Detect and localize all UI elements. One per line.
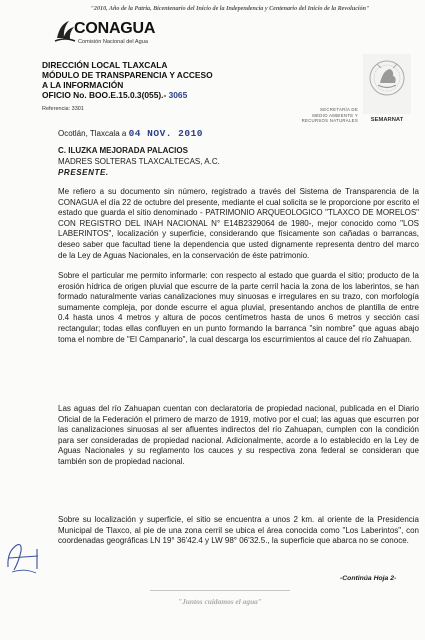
secretaria-label: SECRETARÍA DE MEDIO AMBIENTE Y RECURSOS NATURALES: [301, 107, 358, 123]
department-line-3: A LA INFORMACIÓN: [42, 80, 124, 90]
motto-header: "2010, Año de la Patria, Bicentenario del Inicio de la Independencia y Centenario del Inicio de la Revolución": [90, 6, 370, 12]
oficio-number: 3065: [168, 90, 188, 100]
footer-divider: [150, 590, 290, 591]
agency-name: SEMARNAT: [370, 117, 404, 123]
continuation-note: -Continúa Hoja 2-: [340, 575, 397, 582]
logo-subtitle: Comisión Nacional del Agua: [78, 39, 148, 45]
reference: Referencia: 3301: [42, 106, 84, 112]
logo-name: CONAGUA: [74, 20, 156, 37]
footer-slogan: "Juntos cuidamos el agua": [178, 597, 262, 606]
department-line-2: MÓDULO DE TRANSPARENCIA Y ACCESO: [42, 70, 213, 80]
recipient-organization: MADRES SOLTERAS TLAXCALTECAS, A.C.: [58, 157, 220, 166]
oficio-line: [42, 90, 213, 100]
date-line: [58, 128, 203, 139]
semarnat-seal: [363, 54, 411, 123]
recipient-present: PRESENTE.: [58, 168, 109, 177]
date-stamp: 04 NOV. 2010: [128, 128, 203, 139]
recipient-block: [58, 145, 220, 178]
body-paragraph-1: Me refiero a su documento sin número, registrado a través del Sistema de Transparencia de la CONAGUA el día 22 de octubre del presente, mediante el cual solicita se le proporcione por escrito el estado que guarda el sitio denominado - PATRIMONIO ARQUEOLOGICO "TLAXCO DE MORELOS" CON REGISTRO DEL INAH NACIONAL N° E14B2329064 de 1980-, mejor conocido como "LOS LABERINTOS", localización y superficie, considerando que físicamente son cañadas o barrancas, deseo saber que facultad tiene la dependencia que usted dignamente representa dentro del marco de la Ley de Aguas Nacionales, en la conservación de éste patrimonio.: [58, 187, 419, 260]
body-paragraph-3: Las aguas del río Zahuapan cuentan con declaratoria de propiedad nacional, publicada en el Diario Oficial de la Federación el primero de marzo de 1919, motivo por el cual; las aguas que escurren por las canalizaciones sinuosas al ser afluentes indirectos del río Zahuapan, cumplen con la condición para ser consideradas de propiedad nacional. Adicionalmente, acorde a lo establecido en la Ley de Aguas Nacionales y su reglamento los cauces y su respectiva zona federal se consideran que también son de propiedad nacional.: [58, 404, 419, 466]
recipient-name: C. ILUZKA MEJORADA PALACIOS: [58, 146, 188, 155]
oficio-label: OFICIO No. BOO.E.15.0.3(055).-: [42, 90, 167, 100]
body-paragraph-4: Sobre su localización y superficie, el sitio se encuentra a unos 2 km. al oriente de la Presidencia Municipal de Tlaxco, al pie de una zona cerril se ubica el área conocida como "Los Laberintos", con coordenadas geográficas LN 19° 36'42.4 y LW 98° 06'32.5., la superficie que abarca no se conoce.: [58, 515, 419, 546]
coat-of-arms-icon: [363, 54, 411, 114]
initials-signature: [4, 537, 48, 584]
department-block: [42, 60, 213, 100]
conagua-emblem-icon: [54, 18, 76, 44]
department-line-1: DIRECCIÓN LOCAL TLAXCALA: [42, 60, 168, 70]
date-place: Ocotlán, Tlaxcala a: [58, 129, 127, 138]
body-paragraph-2: Sobre el particular me permito informarle: con respecto al estado que guarda el sitio; producto de la erosión hídrica de origen pluvial que escurre de la parte cerril hacia la zona de los laberintos, se han formado naturalmente varias canalizaciones muy sinuosas e irregulares en su trazo, con morfología sumamente compleja, por donde escurre el agua pluvial, presentando anchos de plantilla de entre 0.4 hasta unos 4 metros y altura de pocos centímetros hasta de unos 6 metros y sección casi rectangular; todas ellas confluyen en un punto formando la barranca "sin nombre" que aguas abajo toma el nombre de "El Campanario", la cual descarga los escurrimientos al cauce del río Zahuapan.: [58, 271, 419, 344]
